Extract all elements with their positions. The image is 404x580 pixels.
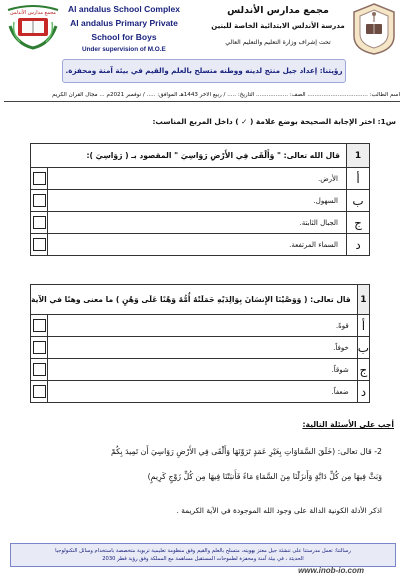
mission-footer xyxy=(10,543,396,567)
option-text: شوقاً. xyxy=(48,359,358,381)
option-letter: ج xyxy=(357,359,369,381)
option-letter: أ xyxy=(357,315,369,337)
option-row[interactable] xyxy=(31,212,370,234)
school-logo-right xyxy=(350,2,398,56)
header-en-line4: Under supervision of M.O.E xyxy=(82,46,166,53)
option-text: خوفاً. xyxy=(48,337,358,359)
footer-line-2: الحديثة ، في بيئة آمنة ومحفزة لطموحات المستقبل مساهمة مع المملكة وفق رؤية قطر 2030 xyxy=(102,556,304,562)
option-row[interactable] xyxy=(31,168,370,190)
option-letter: ب xyxy=(347,190,370,212)
option-checkbox-cell[interactable] xyxy=(31,359,48,381)
checkbox[interactable] xyxy=(33,319,46,332)
logo-left-text: مجمع مدارس الأندلس xyxy=(9,10,57,16)
student-info-line: اسم الطالب: .................................. الصف: .................. التاريخ: ..... / ربيع الآخر 1443هـ الموافق: ..... / نوفمبر 2021م ... مجال القرآن الكريم xyxy=(52,92,400,98)
option-checkbox-cell[interactable] xyxy=(31,168,48,190)
option-row[interactable] xyxy=(31,315,370,337)
header-ar-line3: تحت إشراف وزارة التعليم والتعليم العالي xyxy=(225,39,331,46)
option-checkbox-cell[interactable] xyxy=(31,381,48,403)
header-en-line3: School for Boys xyxy=(91,32,157,42)
header-en-line2: Al andalus Primary Private xyxy=(70,18,178,28)
question-2-table xyxy=(30,284,370,403)
option-letter: ب xyxy=(357,337,369,359)
footer-line-1: رسالتنا: تعمل مدرستنا على تنشئة جيل معتز بهويته، متسلح بالعلم والقيم وفق منظومة تعليمية تربوية متخصصة باستخدام وسائل التكنولوجيا xyxy=(55,548,351,554)
checkbox[interactable] xyxy=(33,341,46,354)
question-number: 1 xyxy=(357,285,369,315)
option-checkbox-cell[interactable] xyxy=(31,315,48,337)
verse-line-2: وَبَثَّ فِيهَا مِن كُلِّ دَابَّةٍ وَأَنزَلْنَا مِنَ السَّمَاءِ مَاءً فَأَنبَتْنَا فِيهَا مِن كُلِّ زَوْجٍ كَرِيمٍ) xyxy=(147,472,382,481)
option-text: ضعفاً. xyxy=(48,381,358,403)
verse-line-1: 2- قال تعالى: (خَلَقَ السَّمَاوَاتِ بِغَيْرِ عَمَدٍ تَرَوْنَهَا وَأَلْقَى فِي الأَرْضِ رَوَاسِيَ أَن تَمِيدَ بِكُمْ xyxy=(110,447,382,456)
option-row[interactable] xyxy=(31,381,370,403)
question-number: 1 xyxy=(347,144,370,168)
watermark-site: www.inob-io.com xyxy=(298,566,364,575)
option-row[interactable] xyxy=(31,337,370,359)
checkbox[interactable] xyxy=(33,194,46,207)
option-row[interactable] xyxy=(31,359,370,381)
checkbox[interactable] xyxy=(33,363,46,376)
checkbox[interactable] xyxy=(33,238,46,251)
option-letter: أ xyxy=(347,168,370,190)
school-logo-left xyxy=(4,4,62,54)
header-ar-line2: مدرسة الأندلس الابتدائية الخاصة للبنين xyxy=(211,22,345,30)
checkbox[interactable] xyxy=(33,172,46,185)
header-en-line1: Al andalus School Complex xyxy=(68,4,180,14)
question-text: قال تعالى: ( وَوَصَّيْنَا الإِنسَانَ بِوَالِدَيْهِ حَمَلَتْهُ أُمُّهُ وَهْنًا عَلَى وَهْنٍ ) ما معنى وهنًا في الآية xyxy=(31,285,358,315)
option-text: الجبال الثابتة. xyxy=(48,212,347,234)
question-text: قال الله تعالى: " وَأَلْقَى فِي الأَرْضِ رَوَاسِيَ " المقصود بـ ( رَوَاسِيَ ): xyxy=(31,144,347,168)
section1-instruction: س1: اختر الإجابة الصحيحة بوضع علامة ( ✓ ) داخل المربع المناسب: xyxy=(152,117,396,126)
option-row[interactable] xyxy=(31,190,370,212)
header-ar-line1: مجمع مدارس الأندلس xyxy=(227,5,329,16)
option-checkbox-cell[interactable] xyxy=(31,190,48,212)
option-text: الأرض. xyxy=(48,168,347,190)
option-row[interactable] xyxy=(31,234,370,256)
option-checkbox-cell[interactable] xyxy=(31,234,48,256)
option-checkbox-cell[interactable] xyxy=(31,212,48,234)
option-letter: د xyxy=(347,234,370,256)
question-1-table xyxy=(30,143,370,256)
option-text: السهول. xyxy=(48,190,347,212)
option-text: السماء المرتفعة. xyxy=(48,234,347,256)
question-instruction: اذكر الأدلة الكونية الدالة على وجود الله الموجودة في الآية الكريمة . xyxy=(176,506,382,515)
checkbox[interactable] xyxy=(33,385,46,398)
section2-title: أجب على الأسئلة التالية: xyxy=(302,420,394,429)
option-letter: د xyxy=(357,381,369,403)
option-text: قوةً. xyxy=(48,315,358,337)
option-checkbox-cell[interactable] xyxy=(31,337,48,359)
checkbox[interactable] xyxy=(33,216,46,229)
vision-banner: رؤيتنا: إعداد جيل منتج لدينه ووطنه متسلح بالعلم والقيم في بيئة آمنة ومحفزة. xyxy=(62,59,346,83)
option-letter: ج xyxy=(347,212,370,234)
divider xyxy=(4,101,400,102)
